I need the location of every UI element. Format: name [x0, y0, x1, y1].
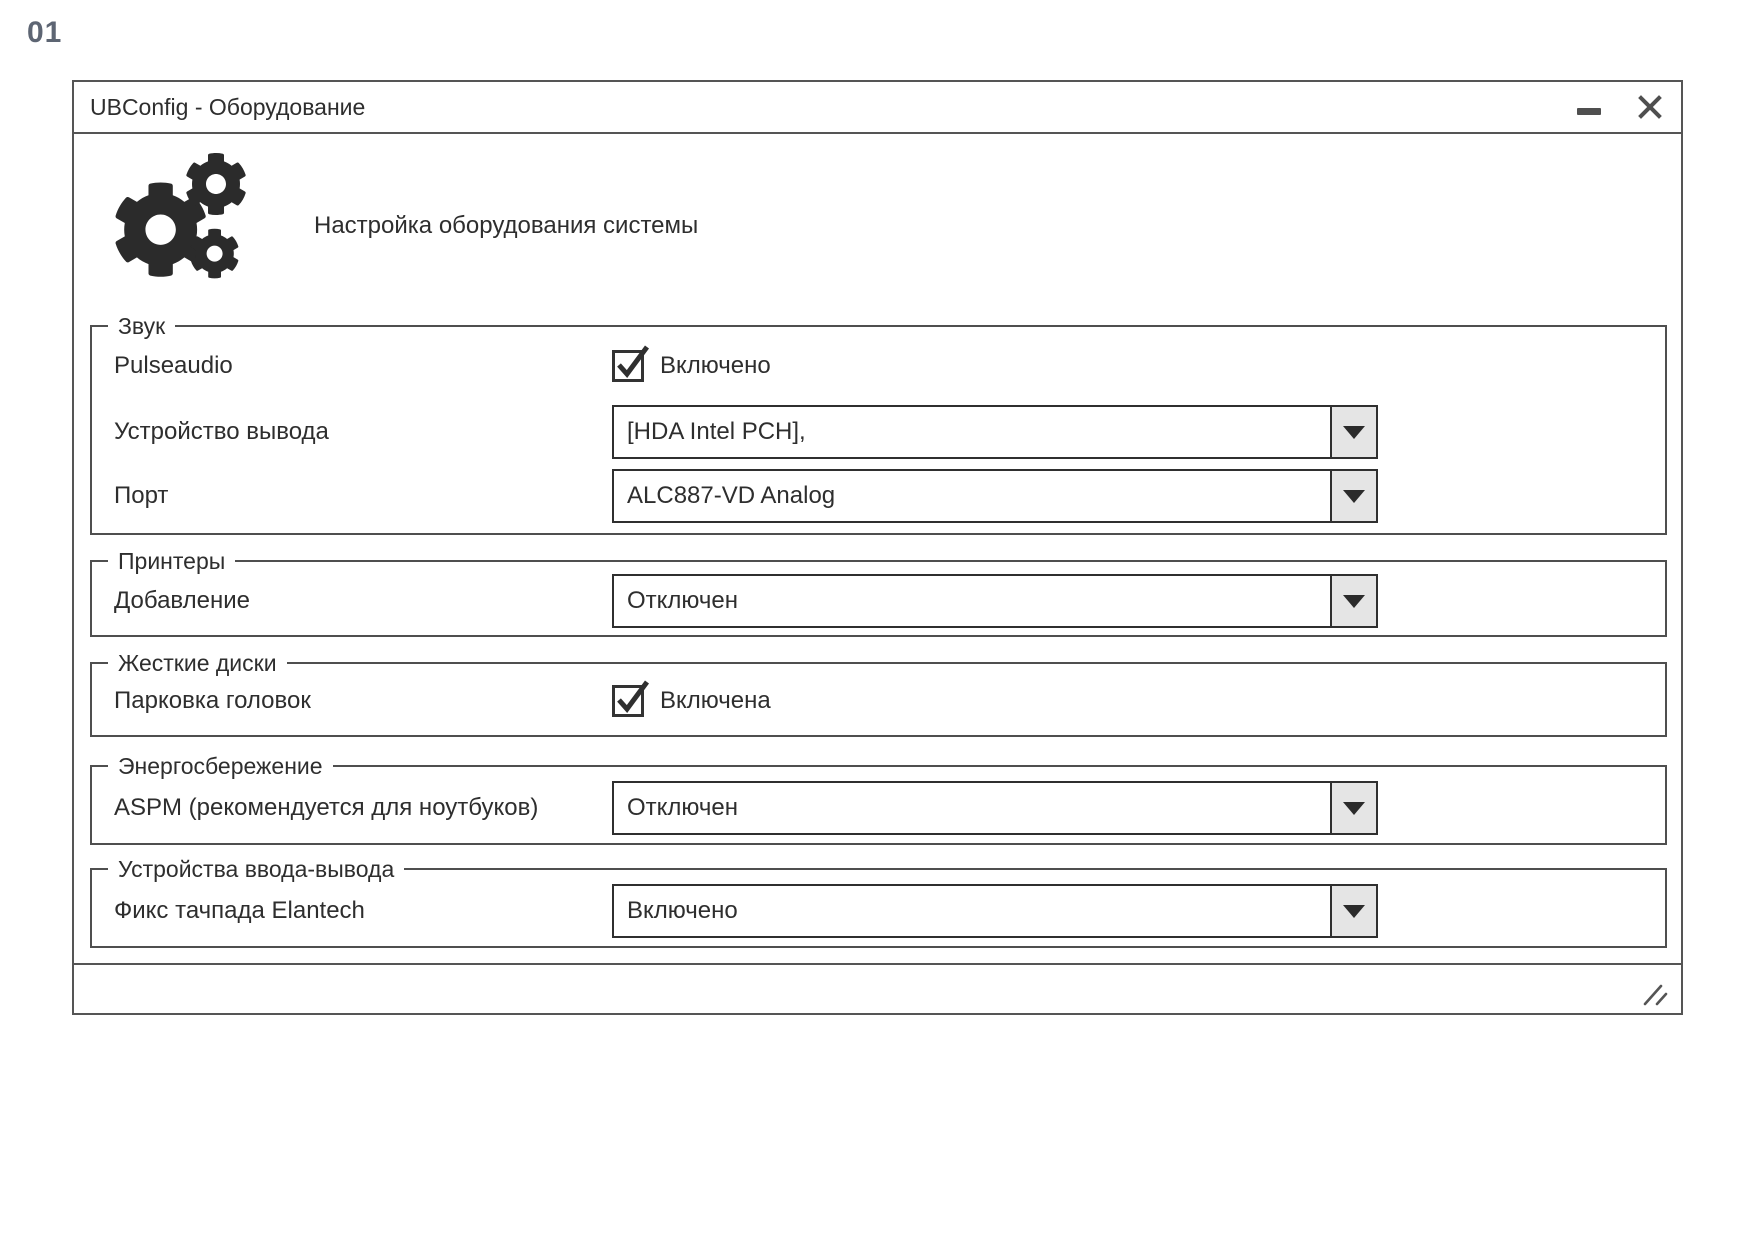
port-dropdown-button[interactable] — [1330, 471, 1376, 521]
group-hard-disks — [90, 650, 1667, 737]
caret-down-icon — [1343, 490, 1365, 503]
pulseaudio-checkbox[interactable] — [612, 350, 644, 382]
ubconfig-window — [72, 80, 1683, 1015]
titlebar[interactable] — [74, 82, 1681, 134]
row-aspm — [114, 781, 1641, 835]
minimize-icon[interactable] — [1577, 108, 1601, 115]
head-parking-checkbox-group — [612, 684, 771, 718]
header-caption: Настройка оборудования системы — [314, 212, 699, 239]
group-sound — [90, 313, 1667, 535]
statusbar — [74, 963, 1681, 1013]
row-elantech-fix — [114, 884, 1641, 938]
group-printers-legend: Принтеры — [108, 547, 235, 575]
pulseaudio-checkbox-group — [612, 349, 771, 383]
output-device-dropdown-value: [HDA Intel PCH], — [627, 418, 806, 445]
field-label-printer-add: Добавление — [114, 587, 250, 614]
caret-down-icon — [1343, 595, 1365, 608]
page-number: 01 — [27, 16, 63, 49]
aspm-dropdown-value: Отключен — [627, 794, 739, 821]
caret-down-icon — [1343, 426, 1365, 439]
pulseaudio-checkbox-label: Включено — [660, 352, 771, 379]
resize-grip-icon[interactable] — [1641, 983, 1671, 1007]
head-parking-checkbox-label: Включена — [660, 687, 771, 714]
field-label-head-parking: Парковка головок — [114, 687, 311, 714]
caret-down-icon — [1343, 802, 1365, 815]
gears-icon — [112, 152, 252, 287]
aspm-dropdown[interactable] — [612, 781, 1378, 835]
printer-add-dropdown-value: Отключен — [627, 587, 739, 614]
window-title: UBConfig - Оборудование — [90, 93, 366, 120]
row-pulseaudio — [114, 349, 1641, 383]
elantech-fix-dropdown-button[interactable] — [1330, 886, 1376, 936]
head-parking-checkbox[interactable] — [612, 685, 644, 717]
checkmark-icon — [613, 341, 657, 385]
row-printer-add — [114, 574, 1641, 628]
field-label-pulseaudio: Pulseaudio — [114, 352, 233, 379]
printer-add-dropdown-button[interactable] — [1330, 576, 1376, 626]
elantech-fix-dropdown[interactable] — [612, 884, 1378, 938]
port-dropdown[interactable] — [612, 469, 1378, 523]
elantech-fix-dropdown-value: Включено — [627, 897, 738, 924]
field-label-aspm: ASPM (рекомендуется для ноутбуков) — [114, 794, 539, 821]
output-device-dropdown[interactable] — [612, 405, 1378, 459]
group-hard-disks-legend: Жесткие диски — [108, 649, 287, 677]
field-label-elantech-fix: Фикс тачпада Elantech — [114, 897, 365, 924]
group-io-devices-legend: Устройства ввода-вывода — [108, 855, 404, 883]
group-power-saving — [90, 753, 1667, 845]
group-sound-legend: Звук — [108, 312, 175, 340]
aspm-dropdown-button[interactable] — [1330, 783, 1376, 833]
field-label-output-device: Устройство вывода — [114, 418, 329, 445]
row-port — [114, 469, 1641, 523]
caret-down-icon — [1343, 905, 1365, 918]
group-io-devices — [90, 856, 1667, 948]
port-dropdown-value: ALC887-VD Analog — [627, 482, 836, 509]
group-printers — [90, 548, 1667, 637]
row-output-device — [114, 405, 1641, 459]
printer-add-dropdown[interactable] — [612, 574, 1378, 628]
close-icon[interactable] — [1637, 94, 1663, 120]
checkmark-icon — [613, 676, 657, 720]
field-label-port: Порт — [114, 482, 169, 509]
row-head-parking — [114, 684, 1641, 718]
output-device-dropdown-button[interactable] — [1330, 407, 1376, 457]
group-power-saving-legend: Энергосбережение — [108, 752, 333, 780]
